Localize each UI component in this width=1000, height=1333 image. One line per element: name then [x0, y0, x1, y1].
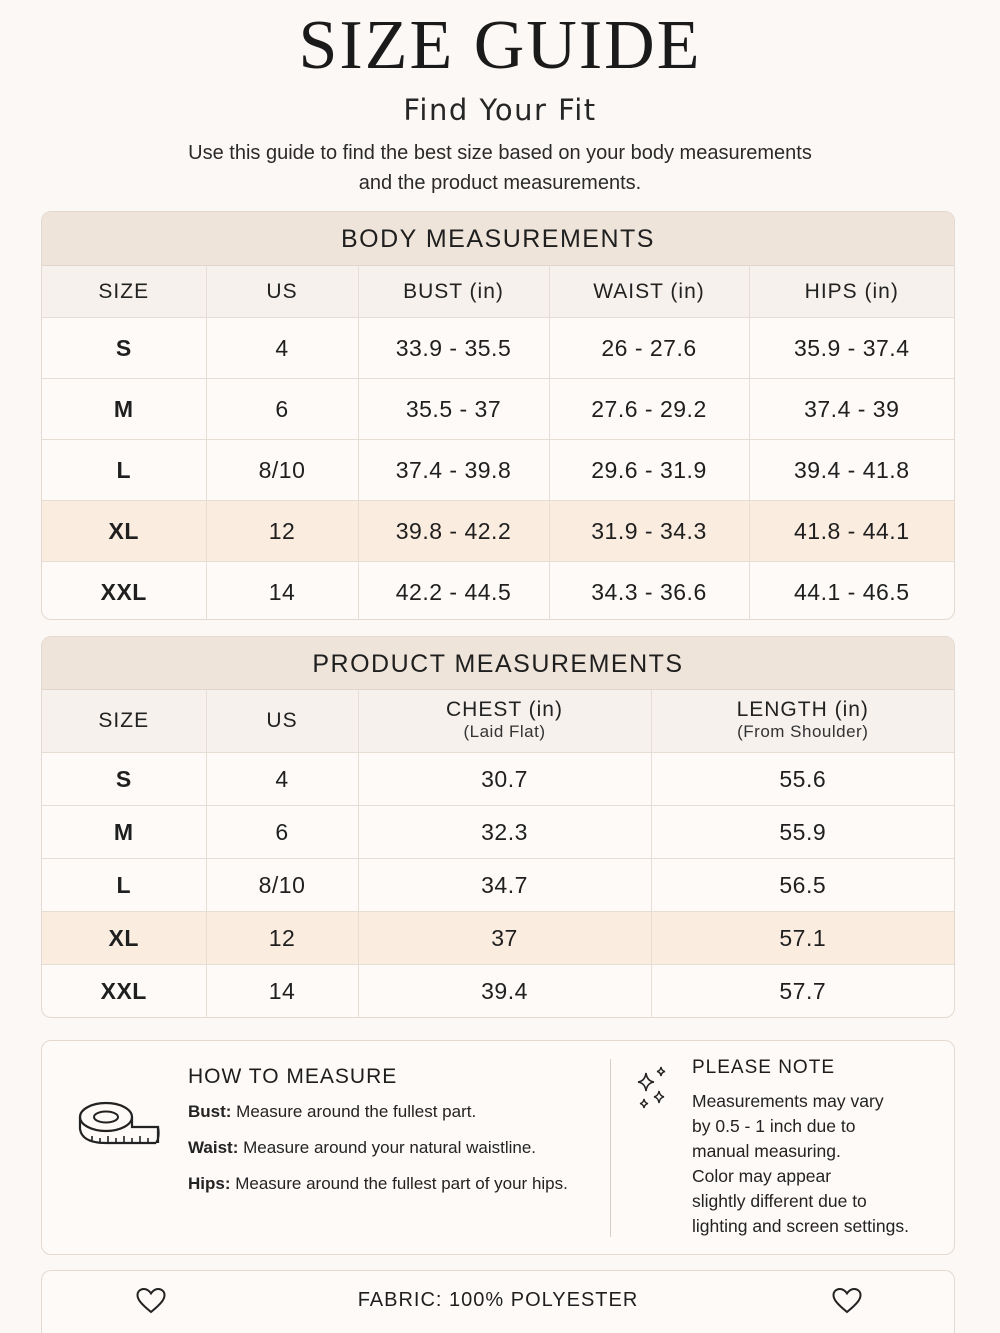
table-row [42, 806, 954, 859]
table-cell: 35.5 - 37 [358, 379, 549, 440]
column-header: US [206, 266, 358, 318]
measure-text: Measure around the fullest part of your hips. [230, 1174, 568, 1193]
table-cell: 33.9 - 35.5 [358, 318, 549, 379]
table-row [42, 318, 954, 379]
intro-line: and the product measurements. [358, 172, 642, 194]
table-cell: 8/10 [206, 440, 358, 501]
please-note-section [692, 1057, 942, 1239]
table-cell: 35.9 - 37.4 [749, 318, 954, 379]
note-line: lighting and screen settings. [692, 1216, 909, 1236]
fabric-label: FABRIC: 100% POLYESTER [357, 1289, 639, 1311]
table-cell: 14 [206, 965, 358, 1018]
column-header [358, 690, 651, 753]
note-line: Measurements may vary [692, 1091, 884, 1111]
how-to-measure-section [188, 1065, 608, 1209]
column-header: BUST (in) [358, 266, 549, 318]
table-cell: 6 [206, 806, 358, 859]
how-to-measure-title: HOW TO MEASURE [188, 1065, 398, 1088]
section-divider [610, 1059, 611, 1237]
body-measurements-title: BODY MEASUREMENTS [42, 212, 954, 266]
note-line: manual measuring. [692, 1141, 841, 1161]
table-cell: 26 - 27.6 [549, 318, 749, 379]
product-measurements-table [41, 636, 955, 1018]
column-header-sublabel: (Laid Flat) [463, 722, 546, 741]
fabric-footer [41, 1270, 955, 1333]
size-cell: M [42, 379, 206, 440]
size-cell: L [42, 859, 206, 912]
size-cell: XL [42, 912, 206, 965]
column-header-label: LENGTH (in) [736, 698, 869, 721]
table-row [42, 965, 954, 1018]
size-cell: S [42, 753, 206, 806]
column-header: WAIST (in) [549, 266, 749, 318]
table-cell: 14 [206, 562, 358, 621]
intro-text [0, 138, 1000, 198]
measure-term: Hips: [188, 1174, 231, 1193]
size-cell: XXL [42, 562, 206, 621]
column-header: HIPS (in) [749, 266, 954, 318]
table-cell: 12 [206, 912, 358, 965]
column-header-sublabel: (From Shoulder) [737, 722, 869, 741]
product-measurements-grid [42, 690, 954, 1017]
column-header-label: CHEST (in) [446, 698, 563, 721]
table-cell: 37.4 - 39 [749, 379, 954, 440]
please-note-title: PLEASE NOTE [692, 1057, 835, 1078]
table-cell: 34.3 - 36.6 [549, 562, 749, 621]
table-cell: 27.6 - 29.2 [549, 379, 749, 440]
table-cell: 57.1 [651, 912, 954, 965]
measure-instruction [188, 1101, 608, 1123]
table-cell: 39.8 - 42.2 [358, 501, 549, 562]
note-line: slightly different due to [692, 1191, 867, 1211]
table-cell: 41.8 - 44.1 [749, 501, 954, 562]
table-cell: 39.4 - 41.8 [749, 440, 954, 501]
intro-line: Use this guide to find the best size based on your body measurements [188, 142, 812, 164]
table-cell: 30.7 [358, 753, 651, 806]
measure-text: Measure around your natural waistline. [238, 1138, 537, 1157]
measure-text: Measure around the fullest part. [231, 1102, 477, 1121]
column-header [651, 690, 954, 753]
body-measurements-grid [42, 266, 954, 620]
size-cell: XL [42, 501, 206, 562]
size-cell: M [42, 806, 206, 859]
table-cell: 55.9 [651, 806, 954, 859]
table-cell: 4 [206, 753, 358, 806]
table-row [42, 440, 954, 501]
heart-icon [832, 1287, 862, 1315]
table-row [42, 912, 954, 965]
column-header [206, 690, 358, 753]
size-cell: S [42, 318, 206, 379]
table-cell: 12 [206, 501, 358, 562]
measure-instruction [188, 1173, 608, 1195]
table-cell: 8/10 [206, 859, 358, 912]
column-header-label: SIZE [98, 709, 150, 732]
table-cell: 34.7 [358, 859, 651, 912]
table-cell: 6 [206, 379, 358, 440]
measure-term: Waist: [188, 1138, 239, 1157]
table-row [42, 501, 954, 562]
size-cell: XXL [42, 965, 206, 1018]
table-cell: 56.5 [651, 859, 954, 912]
product-measurements-title: PRODUCT MEASUREMENTS [42, 637, 954, 690]
measuring-tape-icon [78, 1097, 162, 1153]
table-header-row [42, 690, 954, 753]
column-header [42, 690, 206, 753]
table-cell: 42.2 - 44.5 [358, 562, 549, 621]
size-cell: L [42, 440, 206, 501]
measuring-info-card [41, 1040, 955, 1255]
sparkle-icon [634, 1065, 670, 1113]
table-row [42, 859, 954, 912]
table-cell: 44.1 - 46.5 [794, 578, 910, 605]
table-row [42, 753, 954, 806]
table-cell: 57.7 [779, 977, 827, 1004]
table-cell: 4 [206, 318, 358, 379]
measure-instruction [188, 1137, 608, 1159]
header [0, 0, 1000, 198]
table-cell: 37 [358, 912, 651, 965]
page-subtitle: Find Your Fit [403, 93, 597, 127]
note-line: Color may appear [692, 1166, 832, 1186]
table-cell: 55.6 [651, 753, 954, 806]
table-cell: 32.3 [358, 806, 651, 859]
table-row [42, 379, 954, 440]
page-title: SIZE GUIDE [298, 7, 702, 84]
table-row [42, 562, 954, 621]
table-cell: 39.4 [358, 965, 651, 1018]
table-cell: 37.4 - 39.8 [358, 440, 549, 501]
column-header-label: US [266, 709, 298, 732]
table-cell: 31.9 - 34.3 [549, 501, 749, 562]
body-measurements-table [41, 211, 955, 620]
table-header-row [42, 266, 954, 318]
column-header: SIZE [42, 266, 206, 318]
table-cell: 29.6 - 31.9 [549, 440, 749, 501]
measure-term: Bust: [188, 1102, 232, 1121]
note-line: by 0.5 - 1 inch due to [692, 1116, 856, 1136]
